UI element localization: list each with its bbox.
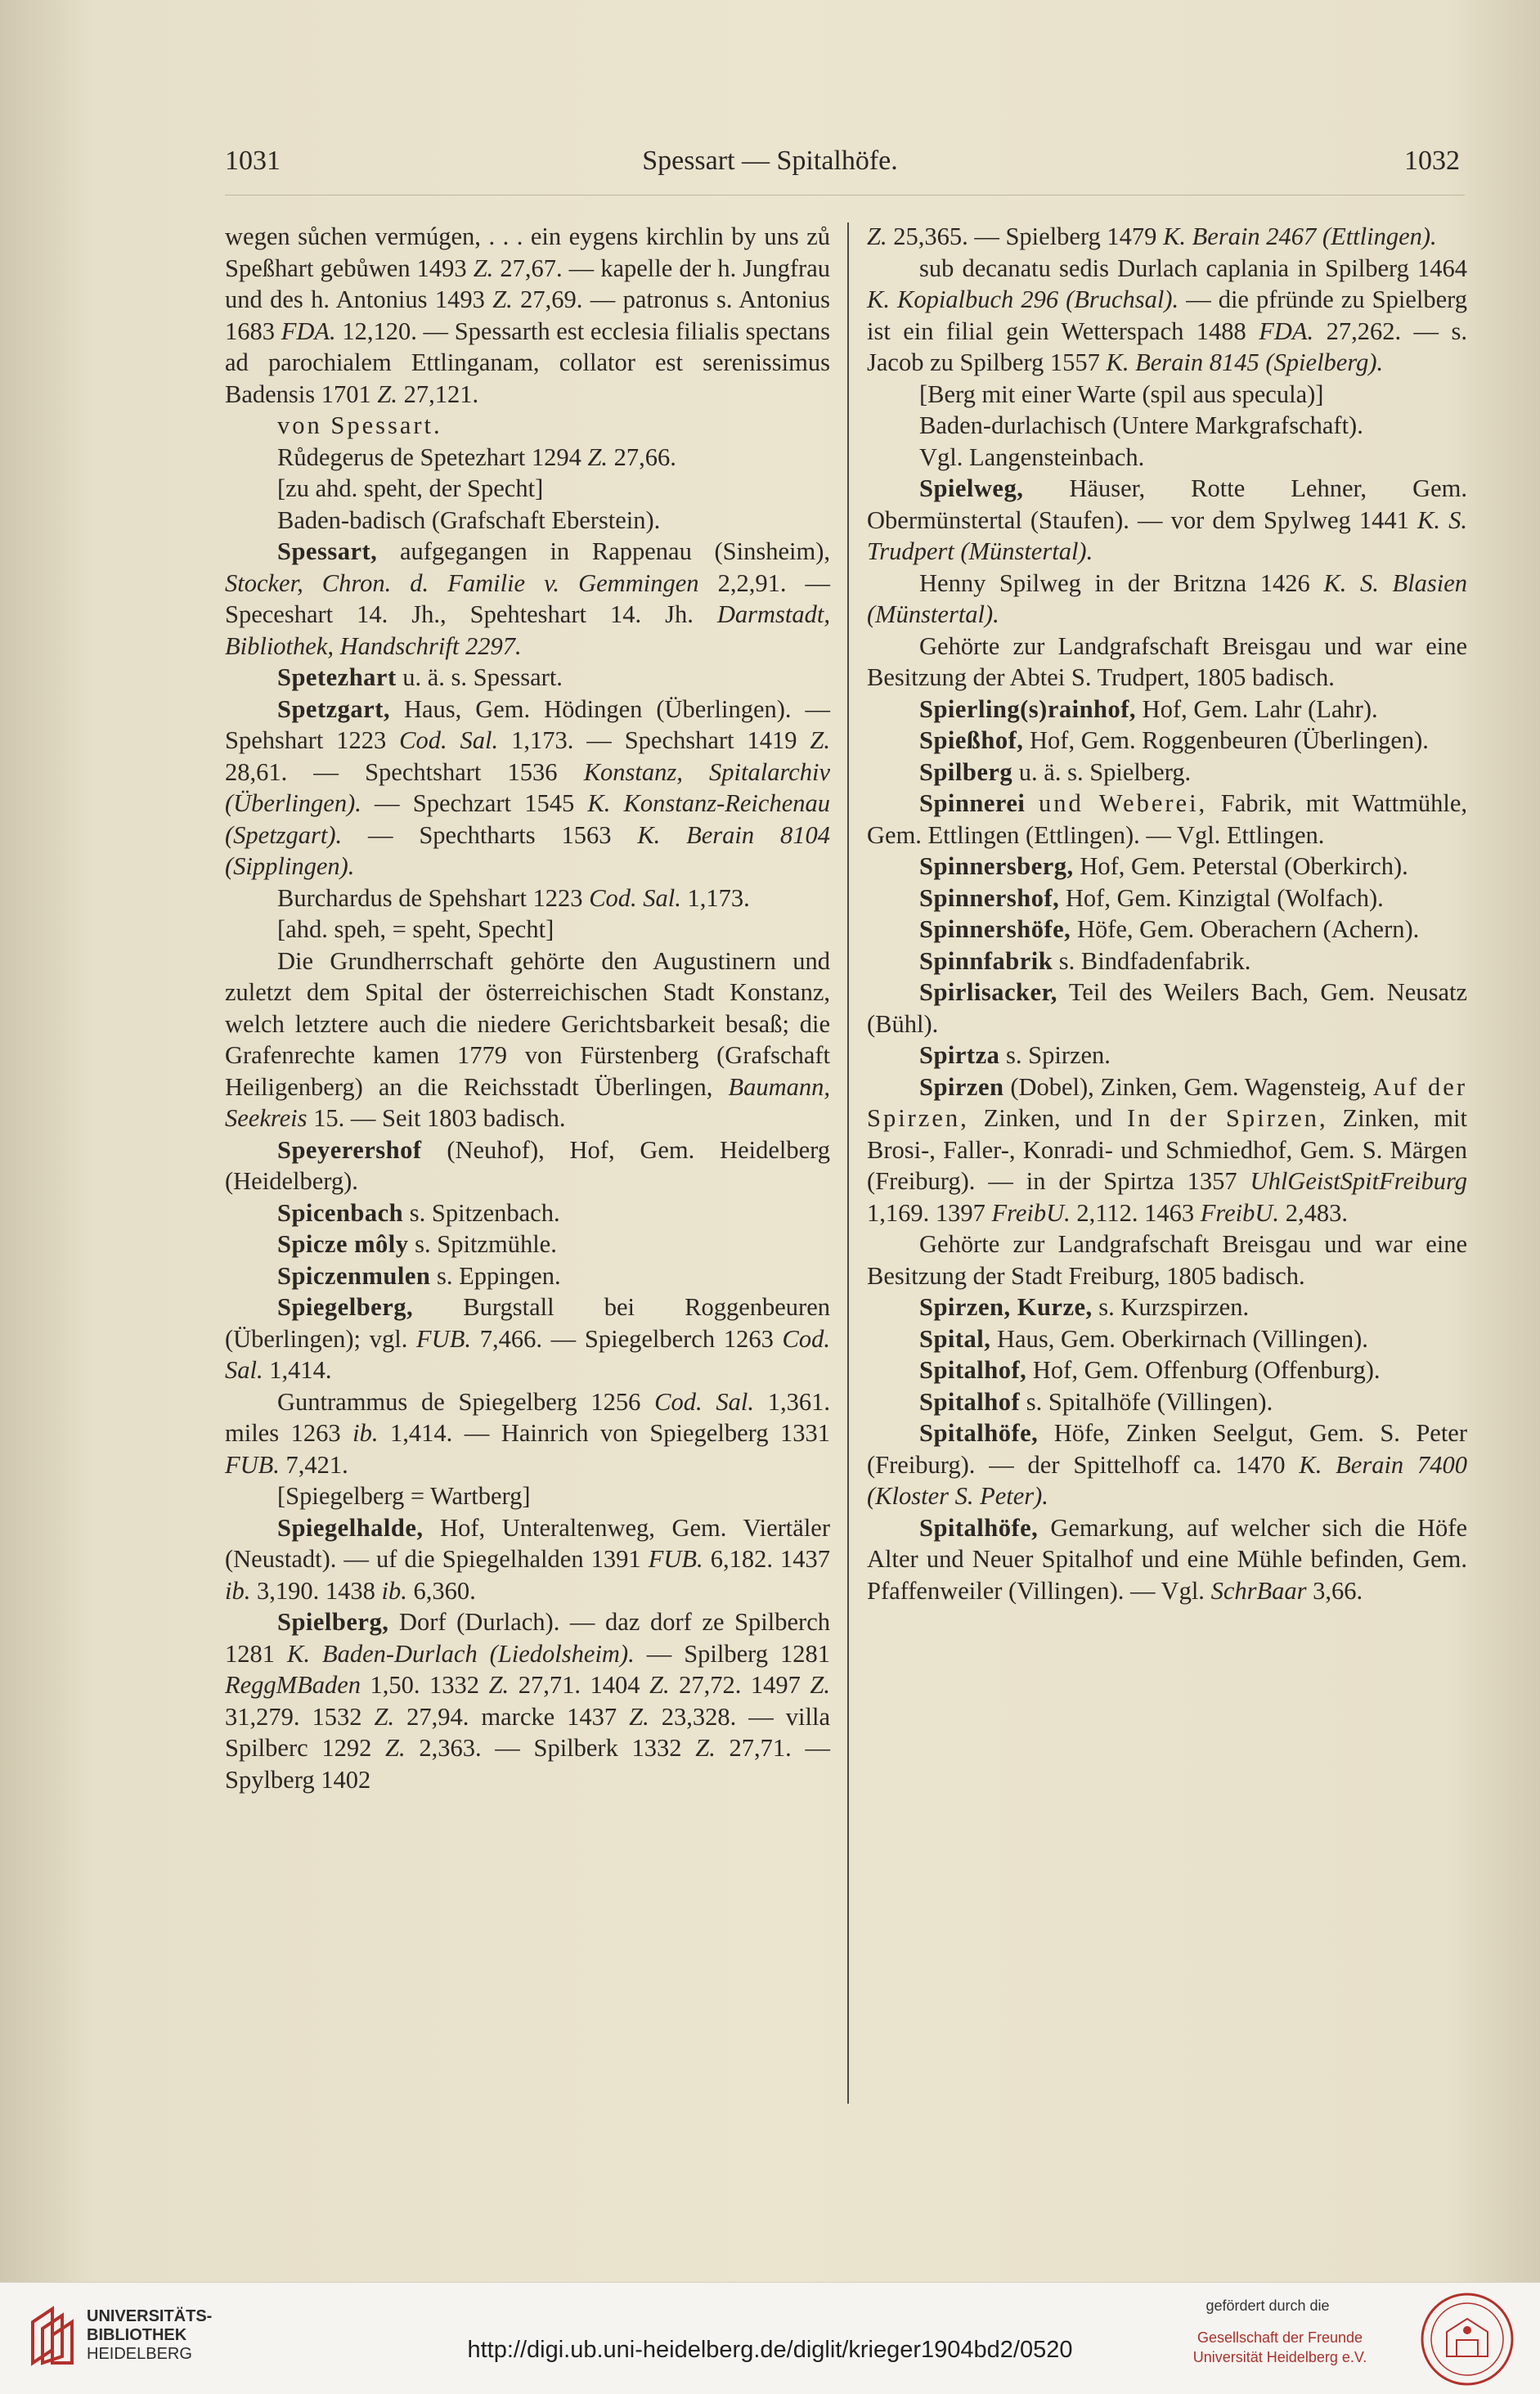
entry-text: 1,361. miles 1263	[225, 1387, 830, 1447]
entry-text: 2,483.	[1279, 1198, 1348, 1227]
dictionary-entry	[867, 1040, 1467, 1071]
dictionary-entry	[225, 505, 830, 537]
entry-text: 6,182. 1437	[703, 1545, 831, 1573]
dictionary-entry	[867, 945, 1467, 977]
entry-headword: Spinnfabrik	[919, 946, 1053, 975]
running-head: Spessart — Spitalhöfe.	[642, 146, 898, 176]
dictionary-entry	[225, 536, 830, 662]
source-citation: K. Berain 7400 (Kloster S. Peter).	[867, 1450, 1467, 1510]
entry-text: Baden-badisch (Grafschaft Eberstein).	[277, 505, 661, 534]
entry-text: 1,173.	[680, 883, 750, 912]
entry-text: Gehörte zur Landgrafschaft Breisgau und war eine Besitzung der Abtei S. Trudpert, 1805 badisch.	[867, 631, 1467, 691]
entry-text: Fabrik, mit Wattmühle, Gem. Ettlingen (Ettlingen). — Vgl. Ettlingen.	[867, 789, 1467, 849]
dictionary-entry	[225, 1134, 830, 1197]
dictionary-entry	[867, 442, 1467, 474]
dictionary-entry	[867, 1354, 1467, 1386]
entry-text: Hof, Unteraltenweg, Gem. Viertäler (Neustadt). — uf die Spiegelhalden 1391	[225, 1513, 830, 1573]
dictionary-entry	[867, 1417, 1467, 1512]
source-citation: Z.	[867, 222, 887, 250]
dictionary-entry	[225, 1512, 830, 1607]
dictionary-entry	[867, 914, 1467, 945]
dictionary-entry	[225, 694, 830, 883]
university-seal-icon[interactable]	[1419, 2291, 1515, 2387]
source-citation: ib.	[225, 1576, 251, 1605]
source-citation: K. Baden-Durlach (Liedolsheim).	[287, 1639, 635, 1668]
entry-text: 28,61. — Spechtshart 1536	[225, 757, 584, 786]
entry-headword: Spinnershöfe,	[919, 915, 1071, 943]
entry-headword: Spitalhof	[919, 1387, 1021, 1416]
entry-text: 27,71. 1404	[509, 1671, 649, 1699]
source-citation: Cod. Sal.	[399, 726, 499, 754]
entry-text: 1,169. 1397	[867, 1198, 992, 1227]
entry-text: 23,328. — villa Spilberc 1292	[225, 1702, 831, 1762]
entry-headword: Spicenbach	[277, 1198, 404, 1227]
entry-text: Vgl. Langensteinbach.	[919, 442, 1145, 471]
spaced-text: von Spessart.	[277, 411, 442, 439]
dictionary-entry	[225, 410, 830, 442]
dictionary-entry	[225, 1606, 830, 1795]
entry-text: Gemarkung, auf welcher sich die Höfe Alter und Neuer Spitalhof und eine Mühle befinden, Gem. Pfaffenweiler (Villingen). — Vgl.	[867, 1513, 1467, 1605]
sponsor-caption: gefördert durch die	[1206, 2297, 1330, 2314]
entry-text: Gehörte zur Landgrafschaft Breisgau und war eine Besitzung der Stadt Freiburg, 1805 badisch.	[867, 1230, 1467, 1290]
sponsor-name-line1: Gesellschaft der Freunde	[1197, 2329, 1363, 2346]
entry-text: 27,66.	[608, 442, 676, 471]
dictionary-entry	[867, 221, 1467, 253]
entry-text: 2,363. — Spilberk 1332	[405, 1734, 696, 1762]
entry-text: Zinken, und	[968, 1104, 1127, 1132]
entry-headword: Speyerershof	[277, 1135, 422, 1164]
entry-text: 27,67. — kapelle der h. Jungfrau und des h. Antonius 1493	[225, 254, 830, 313]
entry-text: 1,414. — Hainrich von Spiegelberg 1331	[378, 1419, 830, 1447]
entry-text: Hof, Gem. Peterstal (Oberkirch).	[1073, 852, 1408, 880]
entry-text: 6,360.	[406, 1576, 476, 1605]
source-citation: Cod. Sal.	[225, 1324, 831, 1384]
dictionary-entry	[867, 1386, 1467, 1418]
library-name-line3: HEIDELBERG	[87, 2345, 192, 2363]
entry-text: 1,173. — Spechshart 1419	[498, 726, 810, 754]
dictionary-entry	[225, 662, 830, 694]
dictionary-entry	[225, 1260, 830, 1292]
entry-text: 15. — Seit 1803 badisch.	[307, 1104, 566, 1132]
entry-text: 27,94. marcke 1437	[394, 1702, 630, 1731]
dictionary-entry	[225, 1291, 830, 1386]
sponsor-name-line2: Universität Heidelberg e.V.	[1192, 2349, 1367, 2365]
dictionary-entry	[225, 1386, 830, 1481]
source-citation: FDA.	[1259, 317, 1314, 345]
entry-text: 27,71. — Spylberg 1402	[225, 1734, 830, 1794]
entry-headword: Spiczenmulen	[277, 1261, 431, 1290]
page-number-left: 1031	[225, 146, 281, 176]
source-citation: ib.	[381, 1576, 407, 1605]
entry-text: s. Spirzen.	[999, 1041, 1111, 1069]
library-name-line2: BIBLIOTHEK	[87, 2326, 187, 2344]
entry-text: s. Spitalhöfe (Villingen).	[1020, 1387, 1273, 1416]
entry-headword: Spiegelhalde,	[277, 1513, 424, 1542]
entry-headword: Spiegelberg,	[277, 1293, 414, 1321]
entry-text: — Spilberg 1281	[634, 1639, 831, 1668]
source-citation: Z.	[810, 1671, 831, 1699]
dictionary-entry	[225, 1228, 830, 1260]
entry-headword: Spitalhof,	[919, 1356, 1027, 1384]
entry-text: Dorf (Durlach). — daz dorf ze Spilberch 1281	[225, 1608, 830, 1668]
entry-headword: Spirzen, Kurze,	[919, 1293, 1093, 1321]
source-citation: Baumann, Seekreis	[225, 1072, 830, 1132]
entry-text: Hof, Gem. Lahr (Lahr).	[1136, 694, 1378, 723]
entry-headword: Spielberg,	[277, 1608, 389, 1636]
entry-text: aufgegangen in Rappenau (Sinsheim),	[377, 537, 830, 565]
entry-text: Růdegerus de Spetezhart 1294	[277, 442, 588, 471]
source-citation: FUB.	[225, 1450, 280, 1479]
entry-text: Haus, Gem. Oberkirnach (Villingen).	[990, 1324, 1368, 1353]
dictionary-entry	[867, 631, 1467, 694]
dictionary-entry	[225, 473, 830, 505]
page-number-right: 1032	[1404, 146, 1460, 176]
dictionary-entry	[225, 914, 830, 945]
source-citation: Z.	[629, 1702, 649, 1731]
source-citation: Z.	[377, 380, 397, 408]
dictionary-entry	[225, 945, 830, 1134]
source-citation: Konstanz, Spitalarchiv (Überlingen).	[225, 757, 830, 817]
source-citation: K. Kopialbuch 296 (Bruchsal).	[867, 285, 1179, 313]
source-citation: ib.	[352, 1419, 379, 1447]
entry-text: s. Spitzenbach.	[403, 1198, 560, 1227]
dictionary-entry	[867, 379, 1467, 411]
dictionary-entry	[225, 442, 830, 474]
entry-text: [ahd. speh, = speht, Specht]	[277, 915, 554, 943]
entry-text: 7,466. — Spiegelberch 1263	[470, 1324, 783, 1353]
entry-text: 2,2,91. — Speceshart 14. Jh., Spehteshart 14. Jh.	[225, 568, 831, 628]
library-name-line1: UNIVERSITÄTS-	[87, 2307, 213, 2325]
source-citation: SchrBaar	[1210, 1576, 1307, 1605]
entry-text: 3,190. 1438	[250, 1576, 382, 1605]
entry-text: 2,112. 1463	[1070, 1198, 1201, 1227]
entry-text: Burgstall bei Roggenbeuren (Überlingen); vgl.	[225, 1293, 830, 1353]
dictionary-entry	[867, 253, 1467, 379]
dictionary-entry	[867, 851, 1467, 883]
entry-text: s. Eppingen.	[430, 1261, 561, 1290]
dictionary-entry	[867, 694, 1467, 725]
entry-headword: Spilberg	[919, 757, 1013, 786]
source-citation: Darmstadt, Bibliothek, Handschrift 2297.	[225, 600, 830, 660]
dictionary-entry	[867, 1291, 1467, 1323]
source-citation: K. Berain 8104 (Sipplingen).	[225, 820, 830, 880]
entry-headword: Spinnersberg,	[919, 852, 1074, 880]
entry-headword: Spinnerei	[919, 789, 1026, 817]
entry-text: [Berg mit einer Warte (spil aus specula)]	[919, 380, 1324, 408]
entry-headword: Spitalhöfe,	[919, 1513, 1039, 1542]
entry-text: Teil des Weilers Bach, Gem. Neusatz (Bühl).	[867, 978, 1467, 1038]
dictionary-entry	[867, 883, 1467, 914]
entry-text: sub decanatu sedis Durlach caplania in Spilberg 1464	[919, 254, 1467, 282]
permalink-url[interactable]: http://digi.ub.uni-heidelberg.de/diglit/krieger1904bd2/0520	[467, 2337, 1073, 2363]
entry-headword: Spielweg,	[919, 474, 1024, 502]
source-citation: K. Berain 8145 (Spielberg).	[1106, 348, 1384, 376]
source-citation: Cod. Sal.	[589, 883, 681, 912]
entry-text: 27,72. 1497	[669, 1671, 810, 1699]
entry-headword: Spetzgart,	[277, 694, 390, 723]
source-citation: UhlGeistSpitFreiburg	[1250, 1167, 1467, 1195]
dictionary-entry	[225, 221, 830, 410]
entry-text: 1,414.	[263, 1356, 332, 1384]
entry-text: 25,365. — Spielberg 1479	[887, 222, 1164, 250]
source-citation: Z.	[649, 1671, 670, 1699]
source-citation: FUB.	[648, 1545, 703, 1573]
entry-text: [Spiegelberg = Wartberg]	[277, 1482, 531, 1510]
entry-headword: Spirlisacker,	[919, 978, 1057, 1006]
entry-text: Haus, Gem. Hödingen (Überlingen). — Spehshart 1223	[225, 694, 830, 754]
source-citation: Z.	[695, 1734, 716, 1762]
entry-text: Höfe, Gem. Oberachern (Achern).	[1071, 915, 1420, 943]
entry-text: 7,421.	[279, 1450, 348, 1479]
dictionary-entry	[867, 757, 1467, 788]
dictionary-entry	[225, 1480, 830, 1512]
spaced-text: Auf der Spirzen,	[867, 1072, 1467, 1132]
entry-text: Häuser, Rotte Lehner, Gem. Obermünstertal (Staufen). — vor dem Spylweg 1441	[867, 474, 1467, 534]
source-citation: ReggMBaden	[225, 1671, 361, 1699]
dictionary-entry	[225, 883, 830, 914]
entry-text: wegen sůchen vermúgen, . . . ein eygens kirchlin by uns zů Speßhart gebůwen 1493	[225, 222, 830, 282]
source-citation: Z.	[587, 442, 608, 471]
right-column	[867, 221, 1467, 1606]
spaced-text: und Weberei,	[1038, 789, 1208, 817]
source-citation: Z.	[488, 1671, 510, 1699]
dictionary-entry	[867, 410, 1467, 442]
dictionary-entry	[867, 1512, 1467, 1607]
entry-text: Baden-durlachisch (Untere Markgrafschaft).	[919, 411, 1363, 439]
entry-headword: Spessart,	[277, 537, 378, 565]
entry-text: 31,279. 1532	[225, 1702, 375, 1731]
entry-text: 27,69. — patronus s. Antonius 1683	[225, 285, 830, 345]
source-citation: K. S. Blasien (Münstertal).	[867, 568, 1467, 628]
entry-text: — die pfründe zu Spielberg ist ein filial gein Wetterspach 1488	[867, 285, 1467, 345]
entry-text: s. Spitzmühle.	[408, 1230, 557, 1258]
source-citation: Cod. Sal.	[654, 1387, 754, 1416]
column-divider	[847, 222, 849, 2104]
entry-text: Burchardus de Spehshart 1223	[277, 883, 590, 912]
entry-headword: Spicze môly	[277, 1230, 409, 1258]
entry-text: u. ä. s. Spielberg.	[1012, 757, 1192, 786]
dictionary-entry	[867, 725, 1467, 757]
source-citation: K. Konstanz-Reichenau (Spetzgart).	[225, 789, 830, 849]
dictionary-entry	[867, 568, 1467, 631]
dictionary-entry	[867, 1071, 1467, 1229]
entry-text: Die Grundherrschaft gehörte den Augustinern und zuletzt dem Spital der österreichischen Stadt Konstanz, welch letztere auch die niedere Gerichtsbarkeit besaß; die Grafenrechte kamen 1779 von Fürstenberg (Grafschaft Heiligenberg) an die Reichsstadt Überlingen,	[225, 946, 830, 1101]
source-citation: FreibU.	[991, 1198, 1071, 1227]
entry-text: Guntrammus de Spiegelberg 1256	[277, 1387, 655, 1416]
dictionary-entry	[867, 1228, 1467, 1291]
entry-headword: Spießhof,	[919, 726, 1024, 754]
entry-text: — Spechzart 1545	[361, 789, 588, 817]
entry-text: s. Kurzspirzen.	[1092, 1293, 1250, 1321]
dictionary-entry	[867, 1323, 1467, 1355]
entry-text	[1025, 789, 1039, 817]
dictionary-entry	[867, 977, 1467, 1040]
entry-text: 3,66.	[1306, 1576, 1363, 1605]
entry-text: s. Bindfadenfabrik.	[1053, 946, 1251, 975]
source-citation: FreibU.	[1200, 1198, 1280, 1227]
source-citation: K. S. Trudpert (Münstertal).	[867, 505, 1468, 565]
entry-text: (Neuhof), Hof, Gem. Heidelberg (Heidelberg).	[225, 1135, 830, 1195]
entry-text: Höfe, Zinken Seelgut, Gem. S. Peter (Freiburg). — der Spittelhoff ca. 1470	[867, 1419, 1467, 1479]
spaced-text: In der Spirzen,	[1126, 1104, 1328, 1132]
entry-text: — Spechtharts 1563	[342, 820, 638, 849]
entry-headword: Spetezhart	[277, 663, 397, 691]
source-citation: Z.	[492, 285, 513, 313]
source-citation: FDA.	[281, 317, 336, 345]
entry-text: (Dobel), Zinken, Gem. Wagensteig,	[1003, 1072, 1373, 1101]
entry-text: Henny Spilweg in der Britzna 1426	[919, 568, 1324, 597]
source-citation: Z.	[374, 1702, 395, 1731]
entry-headword: Spirtza	[919, 1041, 1000, 1069]
entry-text: u. ä. s. Spessart.	[396, 663, 563, 691]
source-citation: Z.	[473, 254, 494, 282]
entry-headword: Spinnershof,	[919, 883, 1060, 912]
source-citation: Z.	[810, 726, 830, 754]
dictionary-entry	[867, 473, 1467, 568]
dictionary-entry	[867, 788, 1467, 851]
entry-text: 27,121.	[397, 380, 479, 408]
entry-headword: Spital,	[919, 1324, 991, 1353]
entry-text: 27,262. — s. Jacob zu Spilberg 1557	[867, 317, 1467, 376]
source-citation: Stocker, Chron. d. Familie v. Gemmingen	[225, 568, 699, 597]
entry-text: 1,50. 1332	[361, 1671, 489, 1699]
left-column	[225, 221, 830, 1795]
entry-text: Hof, Gem. Offenburg (Offenburg).	[1026, 1356, 1381, 1384]
source-citation: K. Berain 2467 (Ettlingen).	[1163, 222, 1437, 250]
dictionary-entry	[225, 1197, 830, 1229]
entry-text: [zu ahd. speht, der Specht]	[277, 474, 544, 502]
entry-text: Zinken, mit Brosi-, Faller-, Konradi- und Schmiedhof, Gem. S. Märgen (Freiburg). — in der Spirtza 1357	[867, 1104, 1467, 1195]
entry-text: Hof, Gem. Roggenbeuren (Überlingen).	[1023, 726, 1429, 754]
entry-text: 12,120. — Spessarth est ecclesia filialis spectans ad parochialem Ettlinganam, collator est serenissimus Badensis 1701	[225, 317, 830, 408]
viewer-footer	[0, 2282, 1540, 2394]
sponsor-name[interactable]	[1182, 2328, 1378, 2367]
entry-text: Hof, Gem. Kinzigtal (Wolfach).	[1059, 883, 1384, 912]
source-citation: Z.	[385, 1734, 406, 1762]
entry-headword: Spitalhöfe,	[919, 1419, 1039, 1447]
source-citation: FUB.	[416, 1324, 471, 1353]
entry-headword: Spierling(s)rainhof,	[919, 694, 1137, 723]
entry-headword: Spirzen	[919, 1072, 1004, 1101]
